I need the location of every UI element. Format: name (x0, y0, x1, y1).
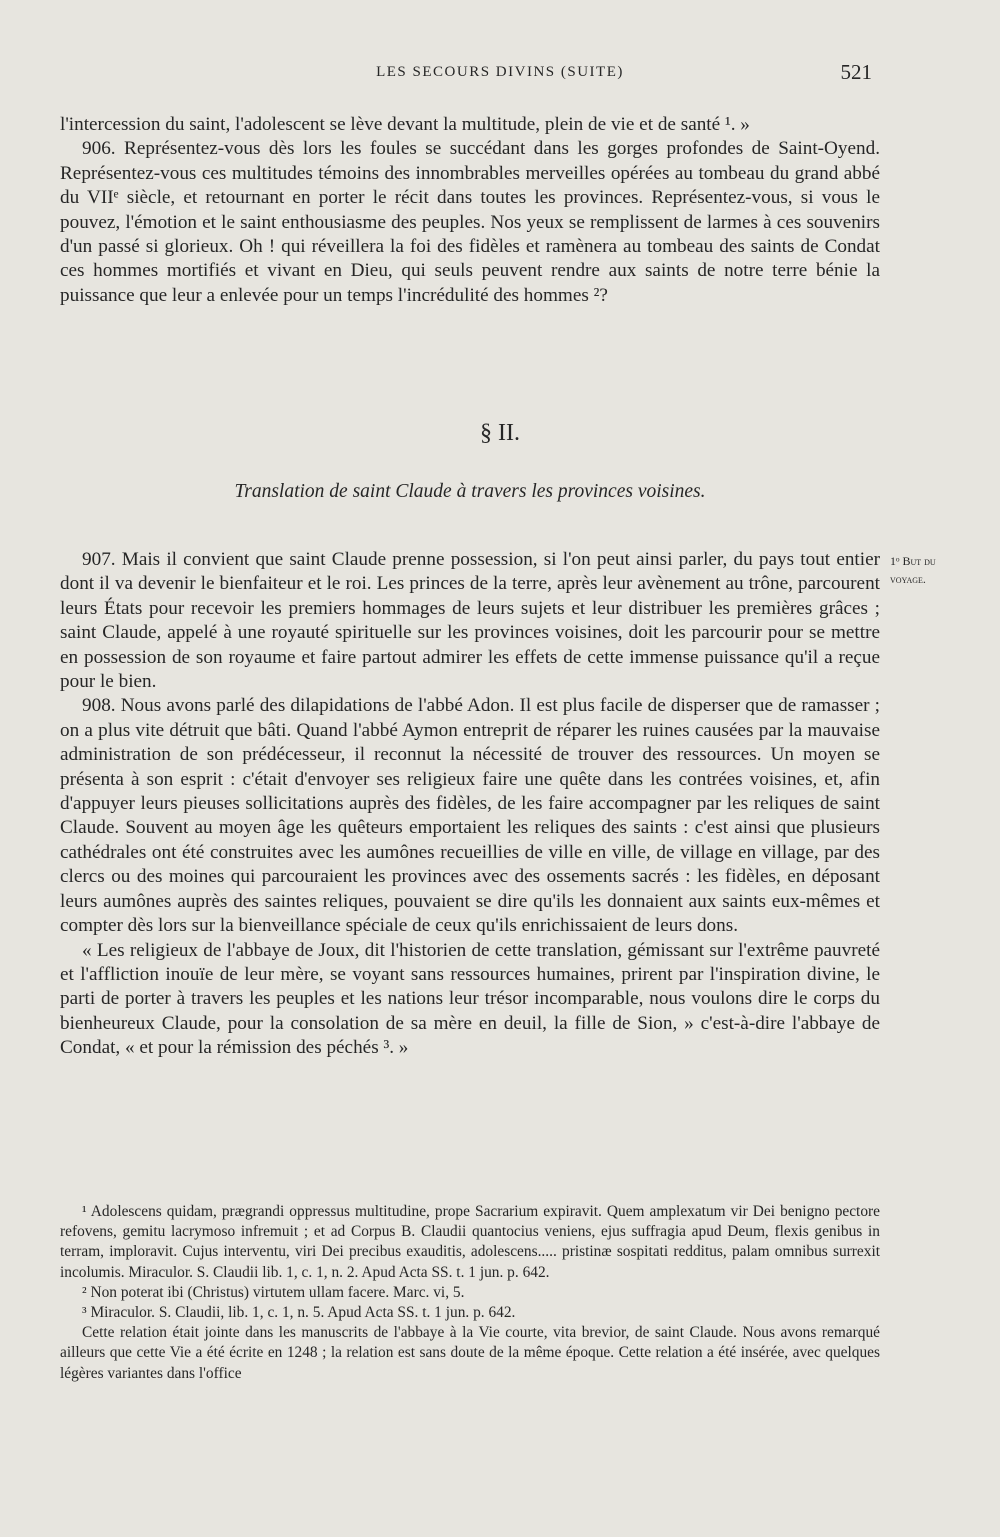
footnote-3: ³ Miraculor. S. Claudii, lib. 1, c. 1, n. 5. Apud Acta SS. t. 1 jun. p. 642. (82, 1304, 516, 1322)
running-title: LES SECOURS DIVINS (SUITE) (376, 64, 624, 80)
footnote-continuation: Cette relation était jointe dans les manuscrits de l'abbaye à la Vie courte, vita brevior, de saint Claude. Nous avons remarqué ailleurs que cette Vie a été écrite en 1248 ; la relation est sans doute de la même époque. Cette relation a été insérée, avec quelques légères variantes dans l'office (60, 1324, 880, 1382)
page-number: 521 (840, 60, 872, 84)
paragraph-908: 908. Nous avons parlé des dilapidations de l'abbé Adon. Il est plus facile de disperser que de ramasser ; on a plus vite détruit que bâti. Quand l'abbé Aymon entreprit de réparer les ruines causées par la mauvaise administration de son prédécesseur, il reconnut la nécessité de trouver des ressources. Un moyen se présenta à son esprit : c'était d'envoyer ses religieux faire une quête dans les contrées voisines, et, afin d'appuyer leurs pieuses sollicitations auprès des fidèles, de les faire accompagner par les reliques de saint Claude. Souvent au moyen âge les quêteurs emportaient les reliques des saints : c'est ainsi que plusieurs cathédrales ont été construites avec les aumônes recueillies de ville en ville, de village en village, par des clercs ou des moines qui parcouraient les provinces avec des ossements sacrés : les fidèles, en déposant leurs aumônes auprès des saintes reliques, pouvaient se dire qu'ils les donnaient aux saints eux-mêmes et compter dès lors sur la bienveillance spéciale de ceux qu'ils enrichissaient de leurs dons. (60, 695, 880, 937)
footnote-2: ² Non poterat ibi (Christus) virtutem ullam facere. Marc. vi, 5. (82, 1283, 465, 1301)
body-text-top (60, 113, 880, 308)
paragraph-906: 906. Représentez-vous dès lors les foules se succédant dans les gorges profondes de Saint-Oyend. Représentez-vous ces multitudes témoins des innombrables merveilles opérées au tombeau du grand abbé du VIIᵉ siècle, et retournant en porter le récit dans toutes les provinces. Représentez-vous, si vous le pouvez, l'émotion et le saint enthousiasme des peuples. Nos yeux se remplissent de larmes à ces souvenirs d'un passé si glorieux. Oh ! qui réveillera la foi des fidèles et ramènera au tombeau des saints de Condat ces hommes mortifiés et vivant en Dieu, qui seuls peuvent rendre aux saints de notre terre bénie la puissance que leur a enlevée pour un temps l'incrédulité des hommes ²? (60, 138, 880, 306)
section-title: Translation de saint Claude à travers les provinces voisines. (234, 481, 706, 502)
margin-note: 1ᵒ But du voyage. (890, 554, 936, 586)
paragraph-continuation: l'intercession du saint, l'adolescent se lève devant la multitude, plein de vie et de santé ¹. » (60, 114, 750, 135)
footnote-1: ¹ Adolescens quidam, prægrandi oppressus multitudine, prope Sacrarium expiravit. Quem amplexatum vir Dei benigno pectore refovens, gemitu lacrymoso infremuit ; et ad Corpus B. Claudii quantocius veniens, ejus suffragia apud Deum, flexis genibus in terram, imploravit. Cujus interventu, viri Dei precibus exauditis, adolescens..... pristinæ sospitati redditus, palam omnibus surrexit incolumis. Miraculor. S. Claudii lib. 1, c. 1, n. 2. Apud Acta SS. t. 1 jun. p. 642. (60, 1203, 880, 1281)
paragraph-quotation: « Les religieux de l'abbaye de Joux, dit l'historien de cette translation, gémissant sur l'extrême pauvreté et l'affliction inouïe de leur mère, se voyant sans ressources humaines, prirent par l'inspiration divine, le parti de porter à travers les peuples et les nations leur trésor incomparable, nous voulons dire le corps du bienheureux Claude, pour la consolation de sa mère en deuil, la fille de Sion, » c'est-à-dire l'abbaye de Condat, « et pour la rémission des péchés ³. » (60, 939, 880, 1059)
body-text-bottom (60, 548, 880, 1061)
footnotes (60, 1202, 880, 1384)
paragraph-907: 907. Mais il convient que saint Claude prenne possession, si l'on peut ainsi parler, du pays tout entier dont il va devenir le bienfaiteur et le roi. Les princes de la terre, après leur avènement au trône, parcourent leurs États pour recevoir les premiers hommages de leurs sujets et leur distribuer les premières grâces ; saint Claude, appelé à une royauté spirituelle sur les provinces voisines, doit les parcourir pour se mettre en possession de son royaume et faire partout admirer les effets de cette immense puissance qu'il a reçue pour le bien. (60, 549, 880, 693)
section-number: § II. (480, 420, 520, 446)
